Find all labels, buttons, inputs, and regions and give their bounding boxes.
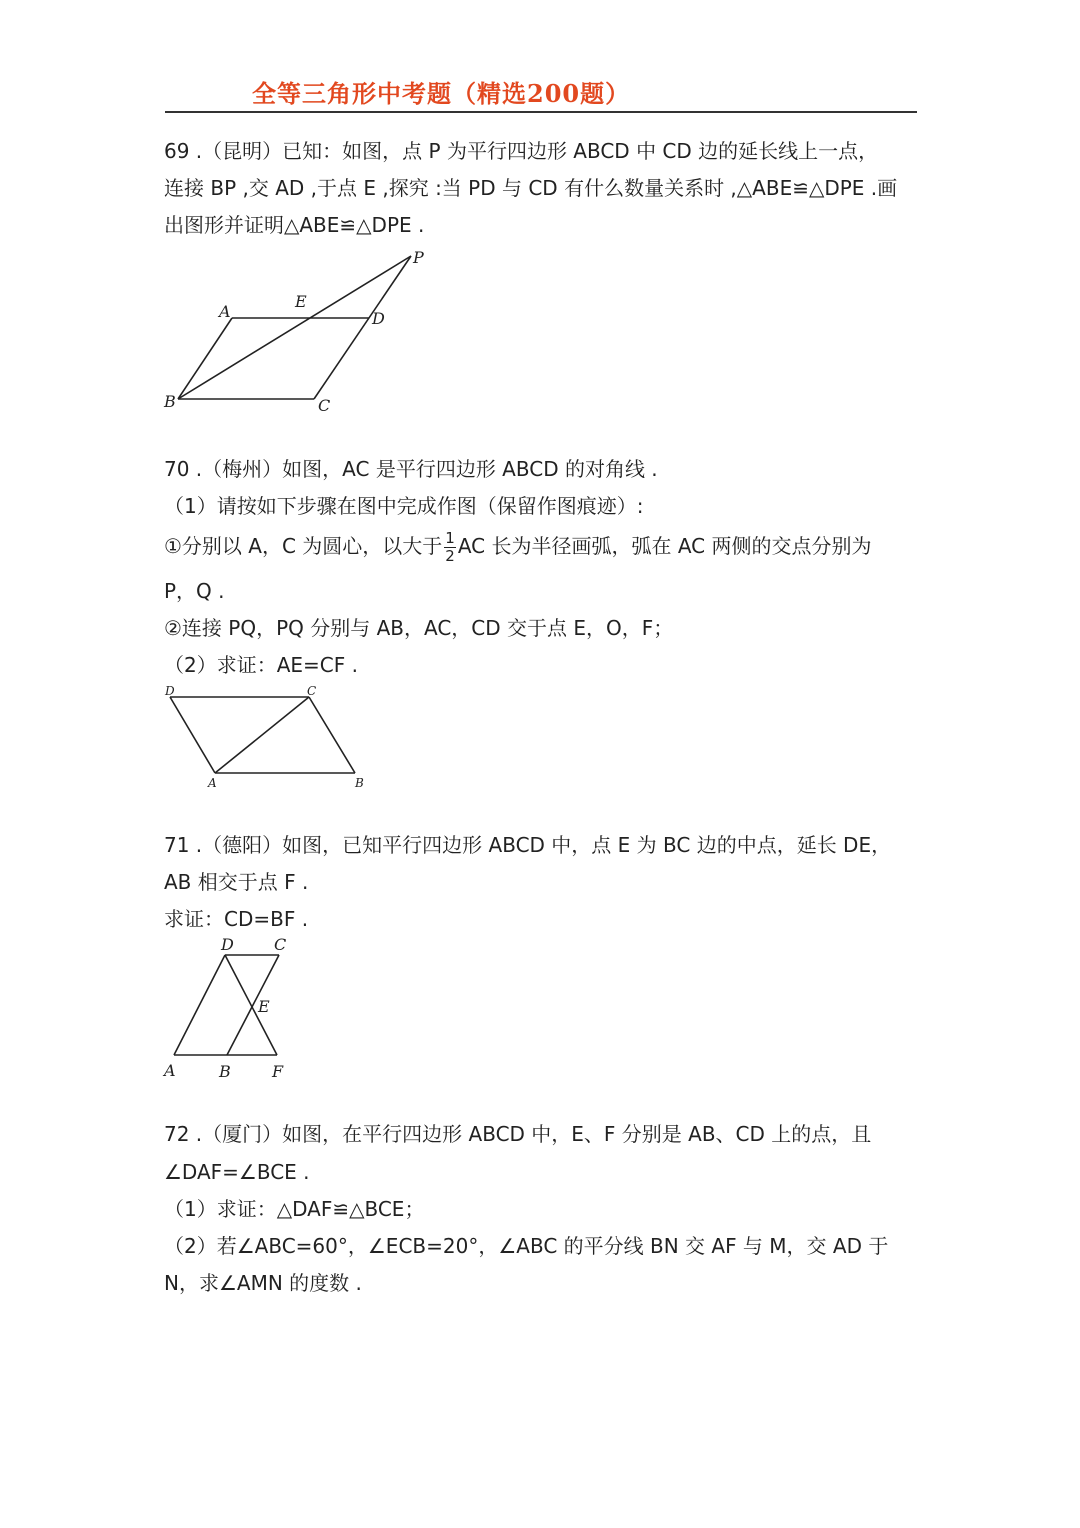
label-d: D (165, 684, 175, 698)
fraction-denominator: 2 (445, 547, 455, 565)
problem-71-line-1: 71 .（德阳）如图，已知平行四边形 ABCD 中，点 E 为 BC 边的中点，延长 DE， (164, 833, 892, 857)
label-c: C (274, 935, 287, 954)
problem-70-line-1: 70 .（梅州）如图，AC 是平行四边形 ABCD 的对角线 . (164, 457, 658, 481)
problem-71-line-2: AB 相交于点 F . (164, 870, 309, 894)
label-b: B (355, 776, 364, 790)
label-c: C (318, 396, 331, 415)
label-a: A (219, 302, 231, 321)
problem-70-line-4: P，Q . (164, 579, 225, 603)
problem-72-line-4: （2）若∠ABC=60°，∠ECB=20°，∠ABC 的平分线 BN 交 AF 与 M，交 AD 于 (164, 1234, 889, 1258)
step-1-text-end: AC 长为半径画弧，弧在 AC 两侧的交点分别为 (457, 534, 872, 558)
problem-69-line-1: 69 .（昆明）已知：如图，点 P 为平行四边形 ABCD 中 CD 边的延长线上一点， (164, 139, 879, 163)
problem-71-line-3: 求证：CD=BF . (164, 907, 309, 931)
problem-70-line-5: ②连接 PQ，PQ 分别与 AB，AC，CD 交于点 E，O，F； (164, 616, 674, 640)
label-c: C (307, 684, 317, 698)
problem-72-line-3: （1）求证：△DAF≌△BCE； (164, 1197, 425, 1221)
problem-72-line-1: 72 .（厦门）如图，在平行四边形 ABCD 中，E、F 分别是 AB、CD 上的点，且 (164, 1122, 872, 1146)
problem-69-line-3: 出图形并证明△ABE≌△DPE . (164, 213, 425, 237)
edge-da (174, 955, 225, 1055)
fraction-numerator: 1 (445, 529, 455, 547)
step-1-text-start: ①分别以 A，C 为圆心，以大于 (164, 534, 443, 558)
label-d: D (372, 309, 385, 328)
label-f: F (272, 1062, 284, 1081)
label-d: D (221, 935, 234, 954)
problem-70-line-6: （2）求证：AE=CF . (164, 653, 358, 677)
problem-70-line-2: （1）请按如下步骤在图中完成作图（保留作图痕迹）: (164, 494, 644, 518)
label-b: B (164, 392, 176, 411)
label-e: E (258, 997, 270, 1016)
edge-cb (227, 955, 279, 1055)
document-title: 全等三角形中考题（精选200题） (252, 79, 631, 108)
label-a: A (164, 1061, 176, 1080)
problem-69-line-2: 连接 BP ,交 AD ,于点 E ,探究 :当 PD 与 CD 有什么数量关系时 ,△ABE≌△DPE .画 (164, 176, 898, 200)
label-p: P (413, 248, 424, 267)
label-b: B (219, 1062, 231, 1081)
label-e: E (295, 292, 307, 311)
problem-72-line-2: ∠DAF=∠BCE . (164, 1160, 310, 1184)
problem-72-line-5: N，求∠AMN 的度数 . (164, 1271, 362, 1295)
label-a: A (208, 776, 217, 790)
